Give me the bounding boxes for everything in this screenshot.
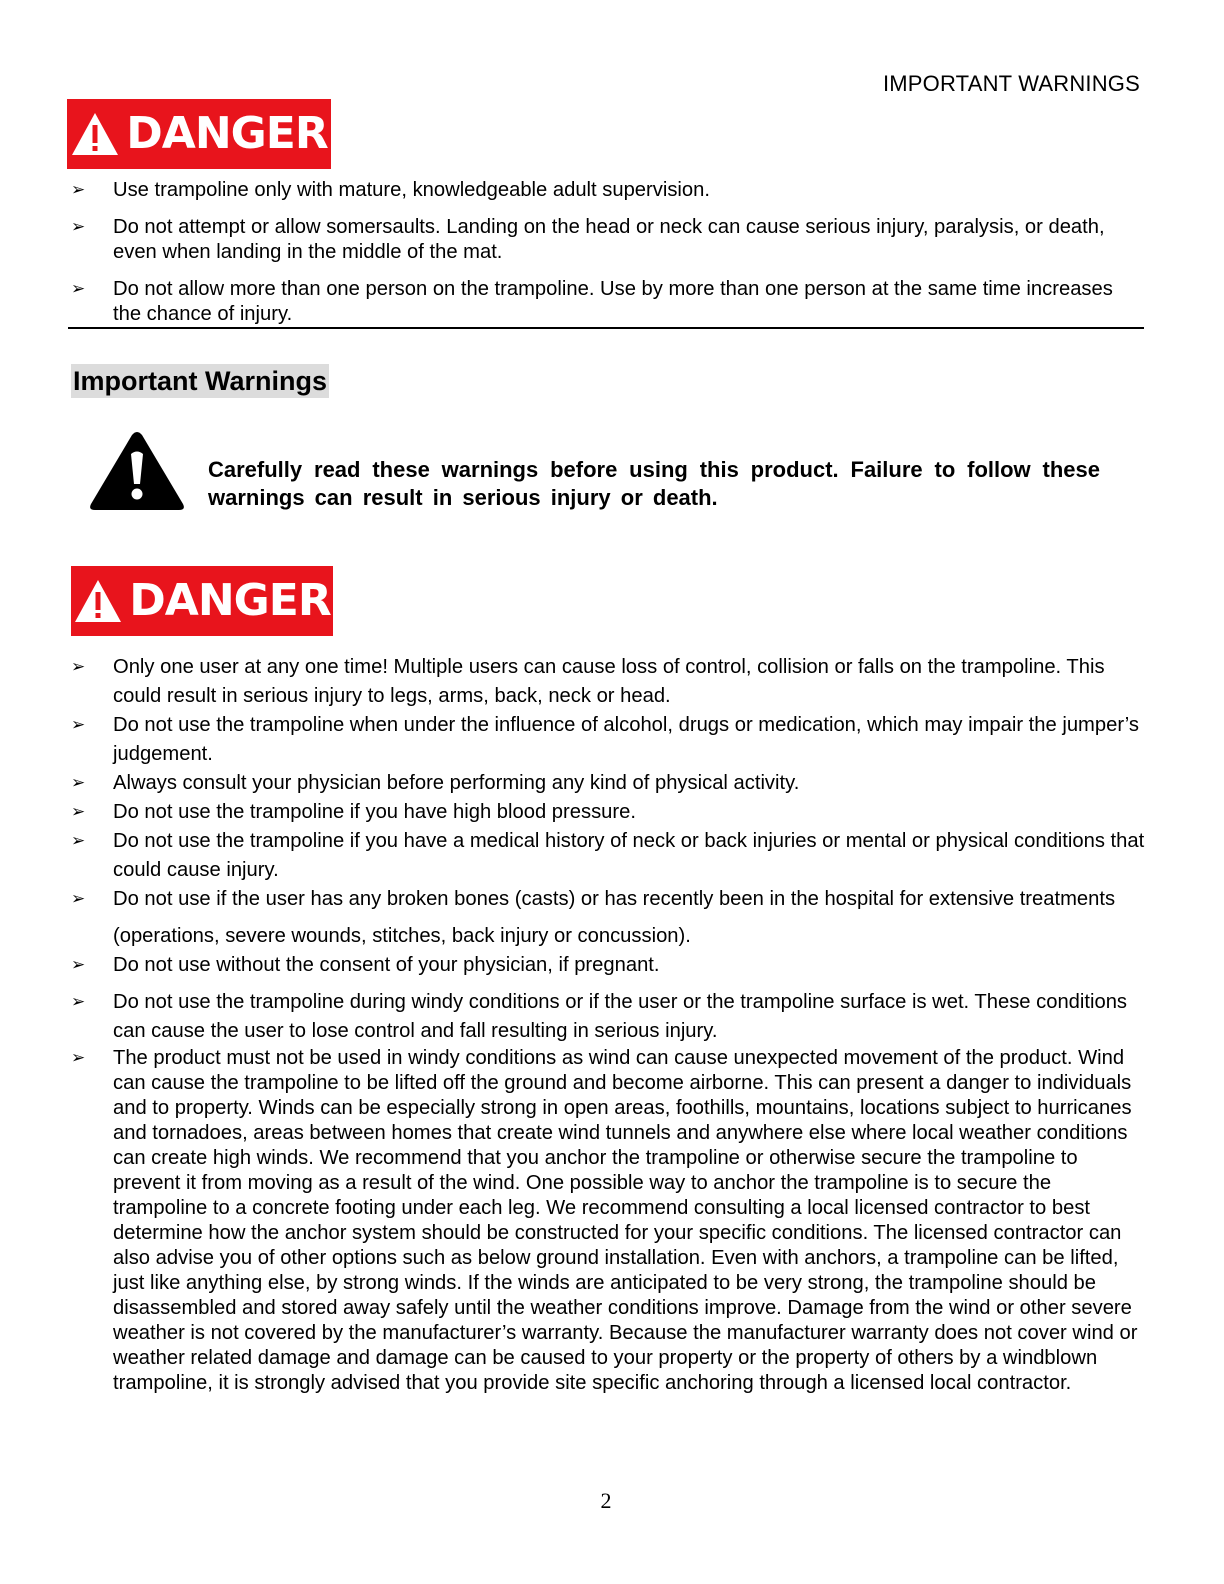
list-item: ➢ Do not attempt or allow somersaults. Landing on the head or neck can cause serious injury, paralysis, or death, even when landing in the middle of the mat. <box>71 216 1105 263</box>
list-item: ➢ Do not allow more than one person on the trampoline. Use by more than one person at the same time increases the chance of injury. <box>71 278 1113 325</box>
list-item: ➢ Do not use the trampoline during windy conditions or if the user or the trampoline surface is wet. These conditions can cause the user to lose control and fall resulting in serious injury. <box>67 988 1145 1046</box>
caution-triangle-icon <box>88 430 186 512</box>
section-title: Important Warnings <box>73 366 327 396</box>
horizontal-rule <box>68 327 1144 329</box>
intro-warning: Carefully read these warnings before using this product. Failure to follow these warnings can result in serious injury or death. <box>208 457 1100 510</box>
danger-badge-top <box>67 99 331 169</box>
list-item: ➢ Do not use the trampoline if you have a medical history of neck or back injuries or mental or physical conditions that could cause injury. <box>67 827 1145 885</box>
top-warning-list <box>67 178 1145 327</box>
danger-label: DANGER <box>129 575 331 626</box>
arrow-bullet-icon: ➢ <box>71 1048 86 1068</box>
arrow-bullet-icon: ➢ <box>71 992 86 1012</box>
page-number: 2 <box>600 1488 612 1513</box>
arrow-bullet-icon: ➢ <box>71 955 86 975</box>
arrow-bullet-icon: ➢ <box>71 657 86 677</box>
arrow-bullet-icon: ➢ <box>71 715 86 735</box>
arrow-bullet-icon: ➢ <box>71 802 86 822</box>
danger-badge-main <box>71 566 333 636</box>
list-item: ➢ Always consult your physician before performing any kind of physical activity. <box>67 769 1145 798</box>
warning-triangle-icon <box>73 578 123 624</box>
list-item: ➢ Only one user at any one time! Multiple users can cause loss of control, collision or falls on the trampoline. This could result in serious injury to legs, arms, back, neck or head. <box>67 653 1145 711</box>
arrow-bullet-icon: ➢ <box>71 773 86 793</box>
page-header: IMPORTANT WARNINGS <box>882 71 1140 96</box>
arrow-bullet-icon: ➢ <box>71 180 86 200</box>
arrow-bullet-icon: ➢ <box>71 889 86 909</box>
arrow-bullet-icon: ➢ <box>71 217 86 237</box>
list-item: ➢ Use trampoline only with mature, knowledgeable adult supervision. <box>71 179 710 201</box>
warning-triangle-icon <box>70 111 120 157</box>
danger-label: DANGER <box>126 108 328 159</box>
arrow-bullet-icon: ➢ <box>71 831 86 851</box>
list-item: ➢ Do not use without the consent of your physician, if pregnant. <box>67 951 1145 980</box>
list-item: ➢ Do not use if the user has any broken bones (casts) or has recently been in the hospital for extensive treatments (operations, severe wounds, stitches, back injury or concussion). <box>67 881 1145 955</box>
list-item: ➢ The product must not be used in windy conditions as wind can cause unexpected movement of the product. Wind can cause the trampoline to be lifted off the ground and become airborne. This can present a danger to individuals and to property. Winds can be especially strong in open areas, foothills, mountains, locations subject to hurricanes and tornadoes, areas between homes that create wind tunnels and anywhere else where local weather conditions can create high winds. We recommend that you anchor the trampoline or otherwise secure the trampoline to prevent it from moving as a result of the wind. One possible way to anchor the trampoline is to secure the trampoline to a concrete footing under each leg. We recommend consulting a local licensed contractor to best determine how the anchor system should be constructed for your specific conditions. The licensed contractor can also advise you of other options such as below ground installation. Even with anchors, a trampoline can be lifted, just like anything else, by strong winds. If the winds are anticipated to be very strong, the trampoline should be disassembled and stored away safely until the weather conditions improve. Damage from the wind or other severe weather is not covered by the manufacturer’s warranty. Because the manufacturer warranty does not cover wind or weather related damage and damage can be caused to your property or the property of others by a windblown trampoline, it is strongly advised that you provide site specific anchoring through a licensed local contractor. <box>71 1047 1138 1394</box>
arrow-bullet-icon: ➢ <box>71 279 86 299</box>
danger-warning-list <box>67 653 1145 1396</box>
list-item: ➢ Do not use the trampoline when under the influence of alcohol, drugs or medication, which may impair the jumper’s judgement. <box>67 711 1145 769</box>
list-item: ➢ Do not use the trampoline if you have high blood pressure. <box>67 798 1145 827</box>
